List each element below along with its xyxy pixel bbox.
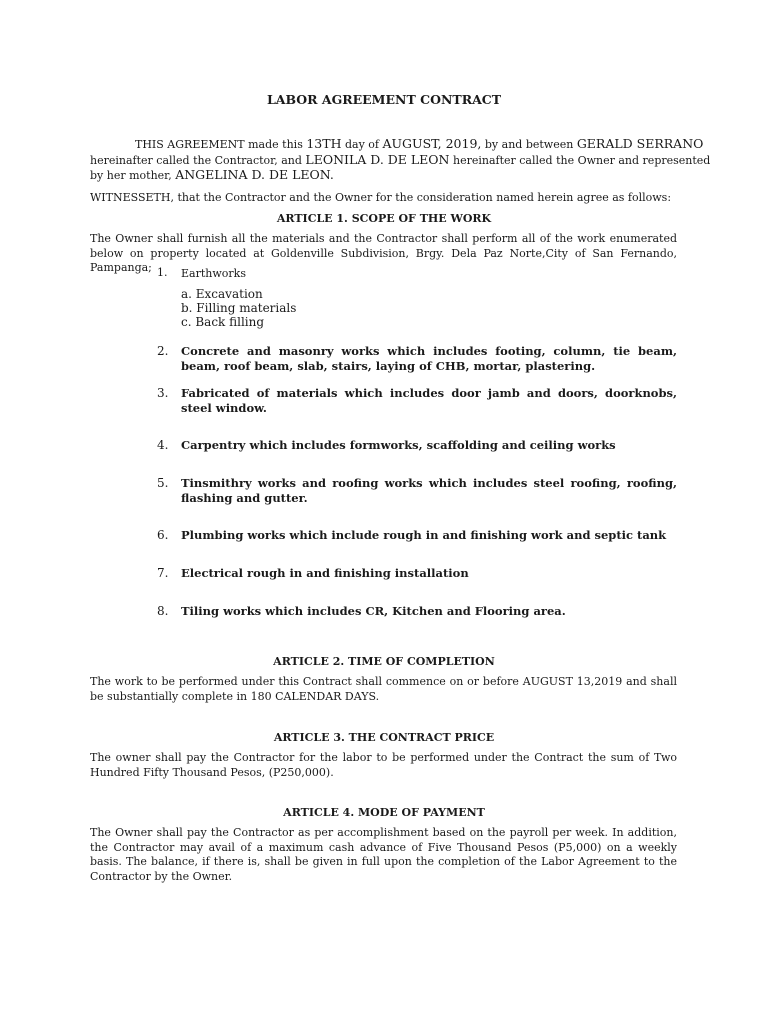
list-item-text: Fabricated of materials which includes door jamb and doors, doorknobs, steel window. [181, 386, 677, 415]
article-2-body: The work to be performed under this Contract shall commence on or before AUGUST 13,2019 and shall be substantially complete in 180 CALENDAR DAYS. [90, 675, 677, 703]
list-item-number: 8. [157, 604, 169, 618]
intro-line-3 [90, 167, 678, 182]
sub-item: a. Excavation [181, 287, 263, 301]
intro-line-1 [90, 136, 704, 151]
owner-name: LEONILA D. DE LEON [305, 152, 450, 167]
list-item-text: Concrete and masonry works which includes footing, column, tie beam, beam, roof beam, slab, stairs, laying of CHB, mortar, plastering. [181, 344, 677, 373]
list-item-number: 3. [157, 386, 169, 400]
article-3-heading: ARTICLE 3. THE CONTRACT PRICE [273, 731, 495, 744]
article-4-body: The Owner shall pay the Contractor as per accomplishment based on the payroll per week. In addition, the Contractor may avail of a maximum cash advance of Five Thousand Pesos (P5,000) on a weekly basis. The balance, if there is, shall be given in full upon the completion of the Labor Agreement to the Contractor by the Owner. [90, 826, 677, 883]
list-item-text: Earthworks [181, 267, 246, 280]
agreement-day: 13TH [306, 136, 342, 151]
list-item-number: 5. [157, 476, 169, 490]
list-item-text: Electrical rough in and finishing installation [181, 566, 469, 580]
list-item-number: 1. [157, 266, 168, 279]
article-3-body: The owner shall pay the Contractor for the labor to be performed under the Contract the sum of Two Hundred Fifty Thousand Pesos, (P250,000). [90, 751, 677, 779]
representative-name: ANGELINA D. DE LEON. [175, 167, 334, 182]
sub-item: c. Back filling [181, 315, 265, 329]
list-item-number: 7. [157, 566, 169, 580]
intro-text: by her mother, [90, 169, 176, 182]
intro-text: day of [341, 138, 383, 151]
list-item-number: 2. [157, 344, 169, 358]
article-4-heading: ARTICLE 4. MODE OF PAYMENT [283, 806, 485, 819]
list-item-number: 4. [157, 438, 169, 452]
intro-text: hereinafter called the Contractor, and [90, 154, 306, 167]
list-item-number: 6. [157, 528, 169, 542]
list-item-text: Carpentry which includes formworks, scaffolding and ceiling works [181, 438, 616, 452]
sub-item: b. Filling materials [181, 301, 297, 315]
contractor-name: GERALD SERRANO [576, 136, 704, 151]
list-item-text: Tinsmithry works and roofing works which includes steel roofing, roofing, flashing and gutter. [181, 476, 677, 505]
witnesseth-text: WITNESSETH, that the Contractor and the Owner for the consideration named herein agree as follows: [90, 191, 672, 204]
intro-text: THIS AGREEMENT made this [135, 138, 307, 151]
document-title: LABOR AGREEMENT CONTRACT [266, 92, 502, 107]
article-1-heading: ARTICLE 1. SCOPE OF THE WORK [276, 212, 492, 225]
intro-text: hereinafter called the Owner and represented [449, 154, 711, 167]
intro-text: by and between [481, 138, 577, 151]
article-1-body: The Owner shall furnish all the materials and the Contractor shall perform all of the work enumerated below on property located at Goldenville Subdivision, Brgy. Dela Paz Norte,City of San Fernando, Pampanga; [90, 232, 677, 274]
intro-line-2 [90, 152, 711, 167]
list-item-text: Plumbing works which include rough in and finishing work and septic tank [181, 528, 667, 542]
agreement-month-year: AUGUST, 2019, [382, 136, 482, 151]
list-item-text: Tiling works which includes CR, Kitchen and Flooring area. [181, 604, 566, 618]
article-2-heading: ARTICLE 2. TIME OF COMPLETION [273, 655, 495, 668]
